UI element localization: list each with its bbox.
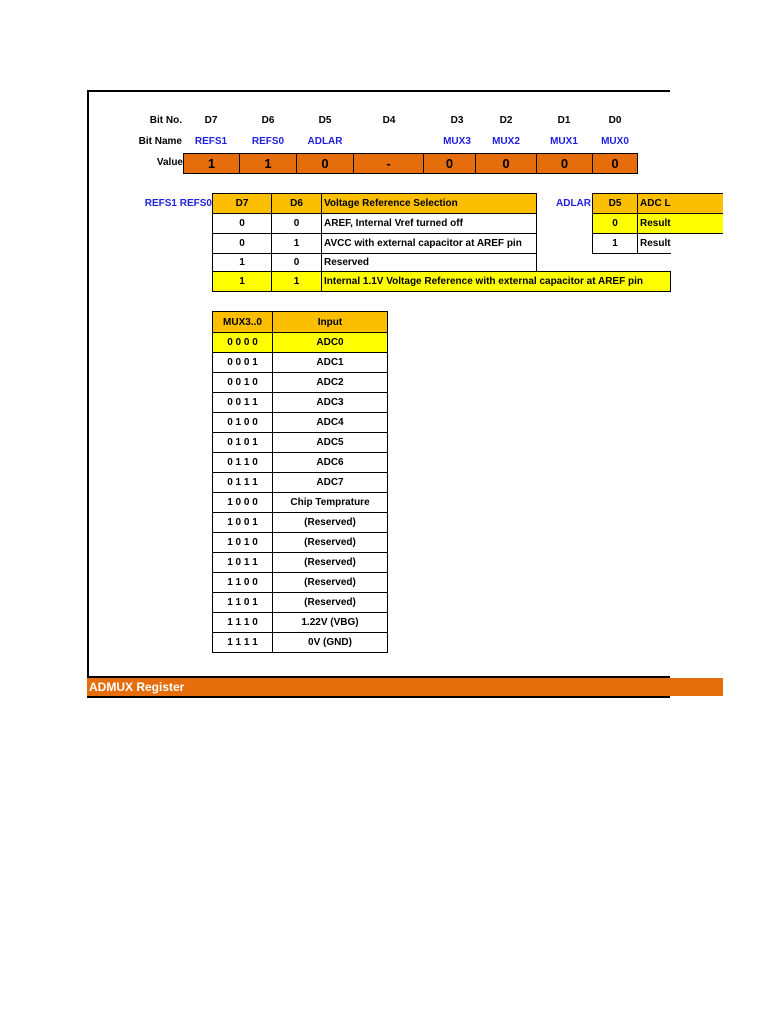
mux-input: ADC4 (273, 413, 388, 433)
refs-row2-d7: 0 (212, 233, 272, 254)
mux-input: (Reserved) (273, 553, 388, 573)
bit-no-d6: D6 (261, 115, 275, 126)
mux-input: ADC5 (273, 433, 388, 453)
mux-table (212, 311, 388, 653)
frame-left-border (87, 90, 89, 698)
refs-side-label: REFS1 REFS0 (144, 198, 212, 209)
refs-row2-desc: AVCC with external capacitor at AREF pin (321, 233, 537, 254)
table-row (213, 413, 388, 433)
bit-no-d4: D4 (382, 115, 396, 126)
refs-row3-d7: 1 (212, 253, 272, 272)
mux-code: 1 0 1 0 (213, 533, 273, 553)
refs-row2-d6: 1 (271, 233, 322, 254)
mux-code: 1 1 1 1 (213, 633, 273, 653)
mux-input: ADC6 (273, 453, 388, 473)
value-d1: 0 (536, 153, 593, 174)
mux-code: 0 0 0 0 (213, 333, 273, 353)
bit-name-mux2: MUX2 (492, 136, 520, 147)
bit-name-label: Bit Name (138, 136, 182, 147)
mux-input: ADC0 (273, 333, 388, 353)
mux-header-input: Input (273, 312, 388, 333)
mux-code: 0 0 1 1 (213, 393, 273, 413)
adlar-row2-desc: Result (637, 233, 671, 254)
footer-bottom-line (87, 696, 670, 698)
bit-no-d1: D1 (557, 115, 571, 126)
adlar-header-d5: D5 (592, 193, 638, 214)
bit-no-d2: D2 (499, 115, 513, 126)
bit-no-d7: D7 (204, 115, 218, 126)
table-row (213, 433, 388, 453)
adlar-header-desc: ADC L (637, 193, 723, 214)
table-row (213, 553, 388, 573)
mux-code: 0 0 1 0 (213, 373, 273, 393)
table-row (213, 393, 388, 413)
bit-no-d3: D3 (450, 115, 464, 126)
value-d6: 1 (239, 153, 297, 174)
bit-name-refs0: REFS0 (251, 136, 285, 147)
refs-row4-d6: 1 (271, 271, 322, 292)
mux-code: 0 0 0 1 (213, 353, 273, 373)
bit-name-mux1: MUX1 (550, 136, 578, 147)
frame-top-border (87, 90, 670, 92)
mux-code: 0 1 0 1 (213, 433, 273, 453)
refs-header-selection: Voltage Reference Selection (321, 193, 537, 214)
adlar-row1-d5: 0 (592, 213, 638, 234)
adlar-row2-d5: 1 (592, 233, 638, 254)
footer-title: ADMUX Register (89, 680, 185, 694)
mux-code: 1 0 0 0 (213, 493, 273, 513)
table-row (213, 533, 388, 553)
mux-input: ADC3 (273, 393, 388, 413)
table-row (213, 513, 388, 533)
refs-row1-desc: AREF, Internal Vref turned off (321, 213, 537, 234)
mux-header-code: MUX3..0 (213, 312, 273, 333)
bit-name-mux3: MUX3 (443, 136, 471, 147)
table-row (213, 633, 388, 653)
bit-name-adlar: ADLAR (307, 136, 343, 147)
mux-input: Chip Temprature (273, 493, 388, 513)
refs-header-d7: D7 (212, 193, 272, 214)
refs-row1-d7: 0 (212, 213, 272, 234)
mux-code: 1 1 0 0 (213, 573, 273, 593)
mux-input: (Reserved) (273, 593, 388, 613)
mux-header-row (213, 312, 388, 333)
value-d3: 0 (423, 153, 476, 174)
table-row (213, 573, 388, 593)
mux-input: (Reserved) (273, 513, 388, 533)
value-d0: 0 (592, 153, 638, 174)
value-d2: 0 (475, 153, 537, 174)
mux-code: 1 1 1 0 (213, 613, 273, 633)
refs-row3-d6: 0 (271, 253, 322, 272)
mux-code: 1 1 0 1 (213, 593, 273, 613)
refs-row3-desc: Reserved (321, 253, 537, 272)
bit-no-label: Bit No. (149, 115, 182, 126)
bit-no-d0: D0 (608, 115, 622, 126)
refs-row1-d6: 0 (271, 213, 322, 234)
adlar-side-label: ADLAR (556, 198, 591, 209)
mux-input: ADC2 (273, 373, 388, 393)
bit-name-mux0: MUX0 (601, 136, 629, 147)
mux-input: ADC7 (273, 473, 388, 493)
bit-no-d5: D5 (318, 115, 332, 126)
mux-code: 0 1 1 1 (213, 473, 273, 493)
table-row (213, 333, 388, 353)
bit-name-refs1: REFS1 (194, 136, 228, 147)
table-row (213, 613, 388, 633)
value-label: Value (156, 157, 183, 168)
mux-input: (Reserved) (273, 533, 388, 553)
table-row (213, 373, 388, 393)
value-d7: 1 (183, 153, 240, 174)
table-row (213, 353, 388, 373)
mux-input: ADC1 (273, 353, 388, 373)
mux-code: 1 0 1 1 (213, 553, 273, 573)
refs-row4-desc: Internal 1.1V Voltage Reference with external capacitor at AREF pin (321, 271, 671, 292)
mux-code: 1 0 0 1 (213, 513, 273, 533)
mux-input: (Reserved) (273, 573, 388, 593)
adlar-row1-desc: Result (637, 213, 723, 234)
table-row (213, 593, 388, 613)
value-d4: - (353, 153, 424, 174)
mux-code: 0 1 0 0 (213, 413, 273, 433)
refs-row4-d7: 1 (212, 271, 272, 292)
table-row (213, 493, 388, 513)
value-d5: 0 (296, 153, 354, 174)
table-row (213, 473, 388, 493)
mux-input: 1.22V (VBG) (273, 613, 388, 633)
mux-code: 0 1 1 0 (213, 453, 273, 473)
refs-header-d6: D6 (271, 193, 322, 214)
table-row (213, 453, 388, 473)
mux-input: 0V (GND) (273, 633, 388, 653)
